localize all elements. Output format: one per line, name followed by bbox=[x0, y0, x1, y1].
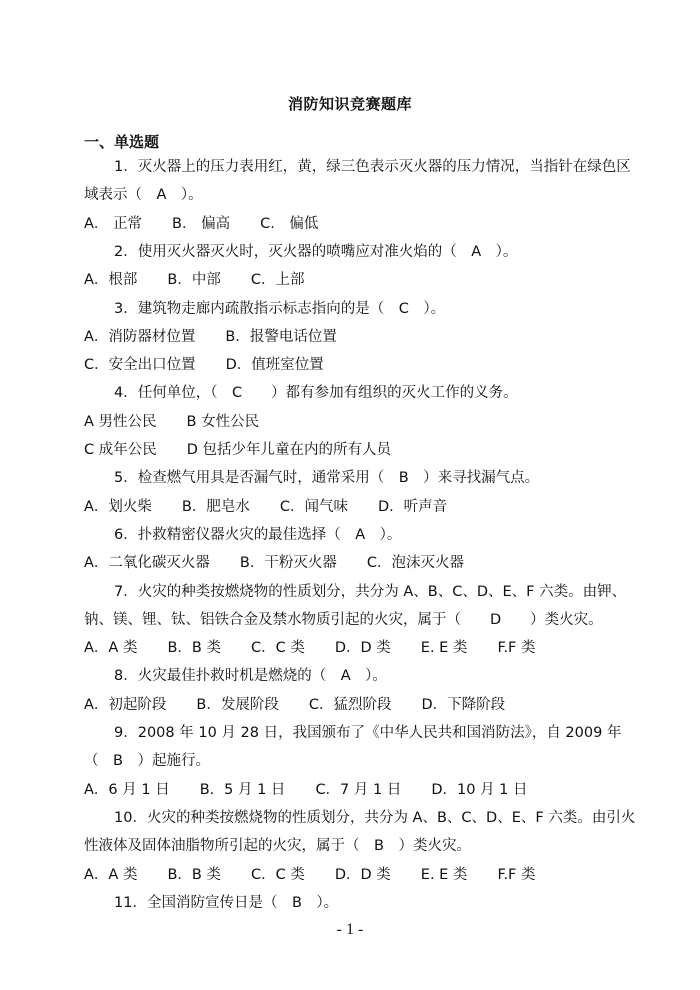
answer-option: C．C 类 bbox=[250, 640, 305, 657]
answer-options-row bbox=[84, 638, 614, 658]
answer-option: B．干粉灭火器 bbox=[239, 555, 337, 572]
section-heading: 一、单选题 bbox=[84, 133, 160, 151]
answer-option: A．6 月 1 日 bbox=[84, 781, 170, 798]
answer-option: C．7 月 1 日 bbox=[315, 781, 402, 798]
answer-option: D．听声音 bbox=[378, 498, 448, 515]
question-text-line: 9．2008 年 10 月 28 日，我国颁布了《中华人民共和国消防法》，自 2009 年 bbox=[114, 725, 622, 741]
answer-option: C．闻气味 bbox=[279, 498, 348, 515]
question-text-line: 5．检查燃气用具是否漏气时，通常采用（ B ）来寻找漏气点。 bbox=[114, 470, 540, 487]
answer-option: E. E 类 bbox=[420, 640, 468, 657]
question-text-line: 1．灭火器上的压力表用红，黄，绿三色表示灭火器的压力情况，当指针在绿色区 bbox=[114, 159, 631, 175]
answer-option: B．报警电话位置 bbox=[225, 328, 337, 345]
answer-option: D．下降阶段 bbox=[421, 696, 506, 713]
answer-options-row bbox=[84, 695, 614, 715]
answer-options-row bbox=[84, 780, 614, 800]
answer-option: C．C 类 bbox=[250, 866, 305, 883]
answer-option: F.F 类 bbox=[497, 866, 536, 883]
answer-option: A 男性公民 bbox=[84, 413, 157, 430]
answer-option: D．10 月 1 日 bbox=[431, 781, 528, 798]
answer-option: A．消防器材位置 bbox=[84, 328, 196, 345]
answer-option: C 成年公民 bbox=[84, 442, 157, 458]
answer-option: B．5 月 1 日 bbox=[199, 781, 286, 798]
answer-option: C． 偏低 bbox=[260, 215, 319, 232]
answer-option: B．B 类 bbox=[167, 640, 221, 657]
answer-option: D．D 类 bbox=[334, 866, 391, 883]
answer-option: A．初起阶段 bbox=[84, 696, 167, 713]
answer-option: C．泡沫灭火器 bbox=[366, 555, 464, 572]
question-text-line: （ B ）起施行。 bbox=[84, 753, 210, 770]
question-text-line: 7．火灾的种类按燃烧物的性质划分，共分为 A、B、C、D、E、F 六类。由钾、 bbox=[114, 583, 627, 600]
question-text-line: 11．全国消防宣传日是（ B ）。 bbox=[114, 894, 339, 911]
answer-option: E. E 类 bbox=[420, 866, 468, 883]
answer-options-row bbox=[84, 497, 614, 517]
question-text-line: 3．建筑物走廊内疏散指示标志指向的是（ C ）。 bbox=[114, 300, 446, 317]
question-text-line: 域表示（ A ）。 bbox=[84, 187, 203, 204]
answer-option: B 女性公民 bbox=[186, 413, 260, 430]
answer-option: A．划火柴 bbox=[84, 498, 152, 515]
answer-option: D．D 类 bbox=[334, 640, 391, 657]
answer-option: A．根部 bbox=[84, 272, 138, 289]
answer-options-row bbox=[84, 412, 614, 432]
answer-options-row bbox=[84, 270, 614, 290]
answer-options-row bbox=[84, 553, 614, 573]
question-text-line: 2．使用灭火器灭火时，灭火器的喷嘴应对准火焰的（ A ）。 bbox=[114, 243, 518, 260]
answer-option: A．A 类 bbox=[84, 866, 138, 883]
answer-option: B．发展阶段 bbox=[196, 696, 279, 713]
answer-option: B．B 类 bbox=[167, 866, 221, 883]
answer-option: B． 偏高 bbox=[172, 215, 231, 232]
page-title: 消防知识竞赛题库 bbox=[287, 95, 412, 113]
answer-option: C．猛烈阶段 bbox=[308, 696, 392, 713]
page-number: - 1 - bbox=[336, 921, 364, 938]
answer-option: C．上部 bbox=[250, 272, 305, 289]
answer-option: A．二氧化碳灭火器 bbox=[84, 555, 210, 572]
answer-option: F.F 类 bbox=[497, 640, 536, 657]
question-text-line: 6．扑救精密仪器火灾的最佳选择（ A ）。 bbox=[114, 526, 402, 543]
answer-option: A．A 类 bbox=[84, 640, 138, 657]
answer-options-row bbox=[84, 865, 614, 885]
answer-options-row bbox=[84, 440, 614, 460]
question-text-line: 钠、镁、锂、钛、铝铁合金及禁水物质引起的火灾，属于（ D ）类火灾。 bbox=[84, 611, 603, 628]
question-text-line: 4．任何单位，（ C ）都有参加有组织的灭火工作的义务。 bbox=[114, 385, 518, 402]
answer-option: D．值班室位置 bbox=[225, 357, 324, 374]
answer-options-row bbox=[84, 214, 614, 234]
question-text-line: 性液体及固体油脂物所引起的火灾，属于（ B ）类火灾。 bbox=[84, 838, 471, 855]
answer-option: C．安全出口位置 bbox=[84, 357, 196, 374]
answer-option: D 包括少年儿童在内的所有人员 bbox=[186, 442, 392, 458]
answer-options-row bbox=[84, 355, 614, 375]
answer-options-row bbox=[84, 327, 614, 347]
question-text-line: 10．火灾的种类按燃烧物的性质划分，共分为 A、B、C、D、E、F 六类。由引火 bbox=[114, 809, 636, 826]
question-text-line: 8．火灾最佳扑救时机是燃烧的（ A ）。 bbox=[114, 668, 387, 685]
answer-option: A． 正常 bbox=[84, 215, 143, 232]
answer-option: B．中部 bbox=[167, 272, 221, 289]
answer-option: B．肥皂水 bbox=[181, 498, 250, 515]
